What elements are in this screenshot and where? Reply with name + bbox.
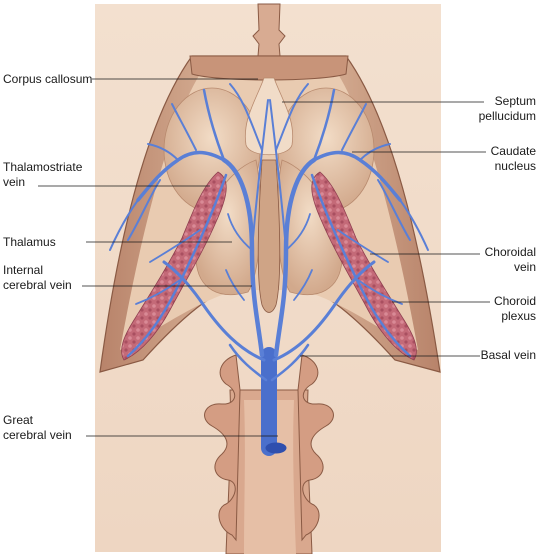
label-corpus-callosum: Corpus callosum: [3, 72, 93, 86]
label-septum-line2: pellucidum: [478, 109, 536, 123]
great-cerebral-vein-opening: [266, 443, 286, 453]
label-choroidal-vein: [440, 245, 536, 275]
label-internal-cerebral-vein: [3, 263, 72, 293]
label-choroid-plexus-line1: Choroid: [493, 294, 536, 308]
label-thalamostriate-vein: [3, 160, 82, 190]
label-choroidal-line1: Choroidal: [484, 245, 536, 259]
label-thalamostriate-line2: vein: [3, 175, 26, 189]
label-great-line2: cerebral vein: [3, 428, 72, 442]
label-great-cerebral-vein: [3, 413, 72, 443]
label-basal-vein: Basal vein: [480, 348, 536, 362]
third-ventricle: [258, 160, 280, 313]
corpus-callosum-shape: [190, 56, 348, 80]
label-septum-line1: Septum: [494, 94, 536, 108]
label-septum-pellucidum: [440, 94, 536, 124]
label-thalamostriate-line1: Thalamostriate: [3, 160, 83, 174]
label-internal-line2: cerebral vein: [3, 278, 72, 292]
label-thalamus: Thalamus: [3, 235, 56, 249]
label-choroid-plexus: [440, 294, 536, 324]
label-caudate-line1: Caudate: [490, 144, 536, 158]
label-caudate-nucleus: [440, 144, 536, 174]
label-caudate-line2: nucleus: [494, 159, 536, 173]
label-choroid-plexus-line2: plexus: [501, 309, 536, 323]
label-internal-line1: Internal: [3, 263, 44, 277]
label-great-line1: Great: [3, 413, 34, 427]
label-choroidal-line2: vein: [513, 260, 536, 274]
